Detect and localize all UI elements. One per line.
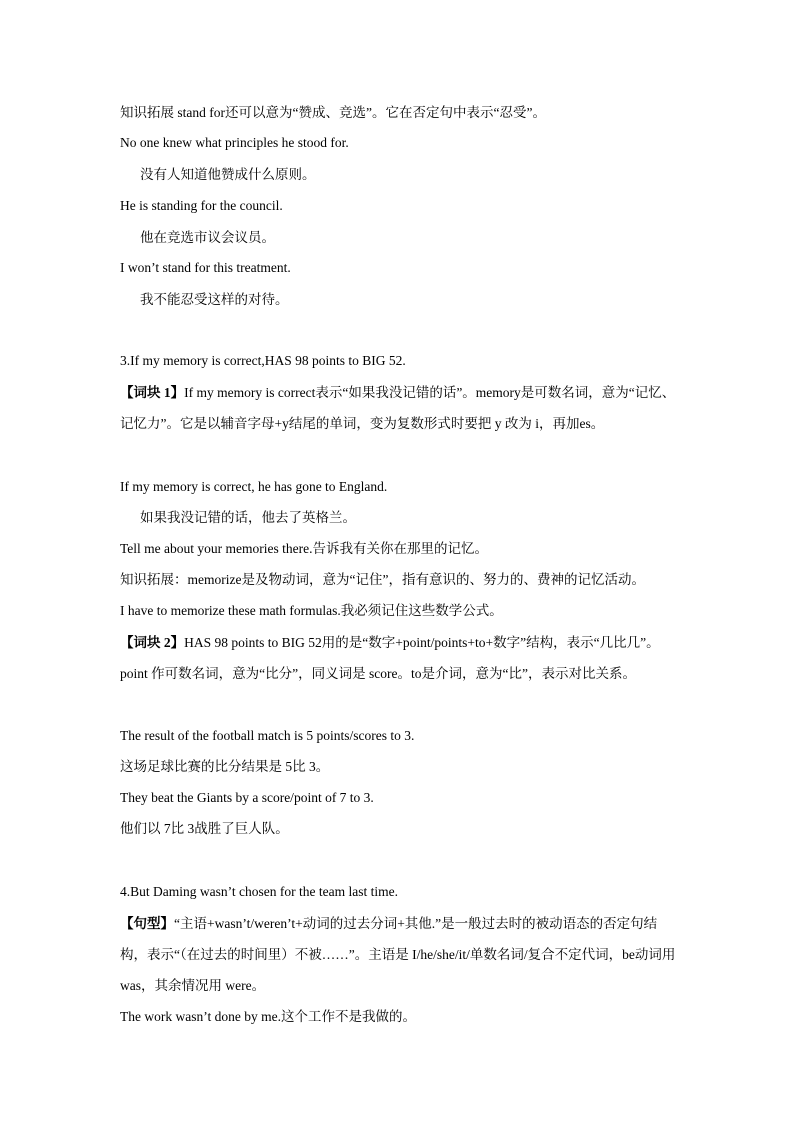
section-heading-3: 3.If my memory is correct,HAS 98 points to BIG 52. [120, 353, 406, 368]
example-sentence: I have to memorize these math formulas.我必须记住这些数学公式。 [120, 603, 503, 618]
sentence-pattern-label: 【句型】 [120, 916, 174, 931]
example-sentence: If my memory is correct, he has gone to England. [120, 479, 388, 494]
example-sentence: The work wasn’t done by me.这个工作不是我做的。 [120, 1009, 416, 1024]
phrase-note-2-text: HAS 98 points to BIG 52用的是“数字+point/points+to+数字”结构，表示“几比几”。point 作可数名词，意为“比分”，同义词是 score。to是介词，意为“比”，表示对比关系。 [120, 635, 660, 681]
example-translation: 这场足球比赛的比分结果是 5比 3。 [120, 759, 330, 774]
example-sentence: He is standing for the council. [120, 198, 283, 213]
phrase-label-1: 【词块 1】 [120, 385, 185, 400]
example-sentence: I won’t stand for this treatment. [120, 260, 291, 275]
example-translation: 他在竞选市议会议员。 [140, 230, 275, 245]
sentence-pattern-text: “主语+wasn’t/weren’t+动词的过去分词+其他.”是一般过去时的被动语态的否定句结构，表示“（在过去的时间里）不被……”。主语是 I/he/she/it/单数名词/复合不定代词，be动词用 was，其余情况用 were。 [120, 916, 676, 993]
section-heading-4: 4.But Daming wasn’t chosen for the team last time. [120, 884, 398, 899]
extension-note-stand-for: 知识拓展 stand for还可以意为“赞成、竞选”。它在否定句中表示“忍受”。 [120, 105, 546, 120]
example-sentence: They beat the Giants by a score/point of 7 to 3. [120, 790, 374, 805]
example-translation: 他们以 7比 3战胜了巨人队。 [120, 821, 289, 836]
example-translation: 没有人知道他赞成什么原则。 [140, 167, 316, 182]
phrase-note-1 [120, 377, 680, 439]
example-sentence: No one knew what principles he stood for. [120, 135, 349, 150]
example-sentence: The result of the football match is 5 points/scores to 3. [120, 728, 415, 743]
phrase-label-2: 【词块 2】 [120, 635, 185, 650]
extension-note-memorize: 知识拓展：memorize是及物动词，意为“记住”，指有意识的、努力的、费神的记忆活动。 [120, 572, 645, 587]
example-sentence: Tell me about your memories there.告诉我有关你在那里的记忆。 [120, 541, 488, 556]
example-translation: 如果我没记错的话，他去了英格兰。 [140, 510, 356, 525]
example-translation: 我不能忍受这样的对待。 [140, 292, 289, 307]
phrase-note-1-text: If my memory is correct表示“如果我没记错的话”。memory是可数名词，意为“记忆、记忆力”。它是以辅音字母+y结尾的单词，变为复数形式时要把 y 改为 i，再加es。 [120, 385, 676, 431]
sentence-pattern-note [120, 908, 680, 1001]
phrase-note-2 [120, 627, 680, 689]
